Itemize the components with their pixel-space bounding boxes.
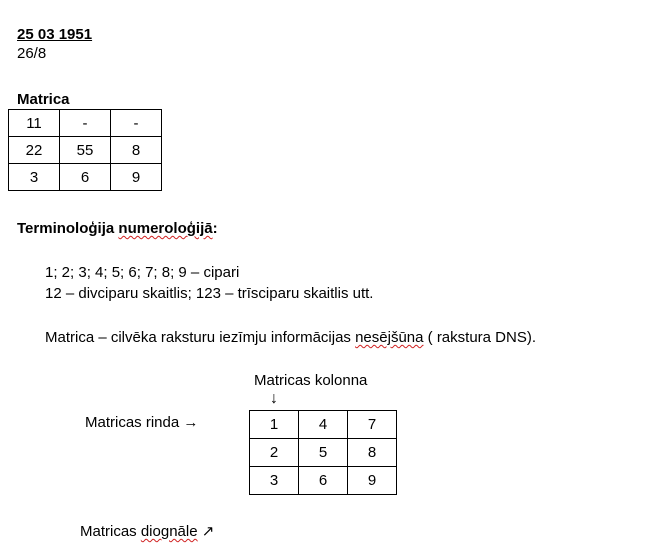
birth-code: 26/8 <box>17 45 47 62</box>
diagram-matrix-table <box>249 410 397 495</box>
numbers-line: 12 – divciparu skaitlis; 123 – trīsciparu skaitlis utt. <box>45 285 374 302</box>
matrix-cell: - <box>60 110 111 137</box>
table-row <box>250 467 397 495</box>
matrix-cell: 6 <box>60 164 111 191</box>
matrix-definition-text: Matrica – cilvēka raksturu iezīmju informācijas <box>45 329 356 346</box>
down-arrow-icon: ↓ <box>270 390 278 407</box>
matrix-cell: 9 <box>111 164 162 191</box>
column-label: Matricas kolonna <box>254 372 368 389</box>
matrix-title: Matrica <box>17 91 70 108</box>
digits-line: 1; 2; 3; 4; 5; 6; 7; 8; 9 – cipari <box>45 264 240 281</box>
diagonal-label <box>80 522 214 540</box>
matrix-definition-tail: ( rakstura DNS). <box>423 329 536 346</box>
birth-date: 25 03 1951 <box>17 26 93 43</box>
matrix-definition <box>45 329 536 346</box>
matrix-cell: 5 <box>299 439 348 467</box>
matrix-cell: 8 <box>111 137 162 164</box>
terminology-heading-colon: : <box>212 220 218 237</box>
matrix-cell: - <box>111 110 162 137</box>
terminology-heading <box>17 220 218 237</box>
diagonal-label-text: Matricas <box>80 523 141 540</box>
matrix-definition-spellcheck-word: nesējšūna <box>355 329 424 346</box>
table-row <box>9 110 162 137</box>
matrix-cell: 9 <box>348 467 397 495</box>
matrix-cell: 11 <box>9 110 60 137</box>
matrix-cell: 2 <box>250 439 299 467</box>
table-row <box>9 164 162 191</box>
table-row <box>250 439 397 467</box>
matrix-table <box>8 109 162 191</box>
table-row <box>9 137 162 164</box>
matrix-cell: 1 <box>250 411 299 439</box>
diagonal-arrow-icon: ↗ <box>197 523 215 540</box>
matrix-cell: 55 <box>60 137 111 164</box>
matrix-cell: 4 <box>299 411 348 439</box>
table-row <box>250 411 397 439</box>
matrix-cell: 3 <box>250 467 299 495</box>
diagonal-label-spellcheck-word: diognāle <box>140 523 198 540</box>
matrix-cell: 22 <box>9 137 60 164</box>
matrix-cell: 3 <box>9 164 60 191</box>
matrix-cell: 6 <box>299 467 348 495</box>
terminology-heading-text: Terminoloģija <box>17 220 119 237</box>
matrix-cell: 7 <box>348 411 397 439</box>
row-label: Matricas rinda → <box>85 414 199 431</box>
terminology-heading-spellcheck-word: numeroloģijā <box>118 220 213 237</box>
matrix-cell: 8 <box>348 439 397 467</box>
